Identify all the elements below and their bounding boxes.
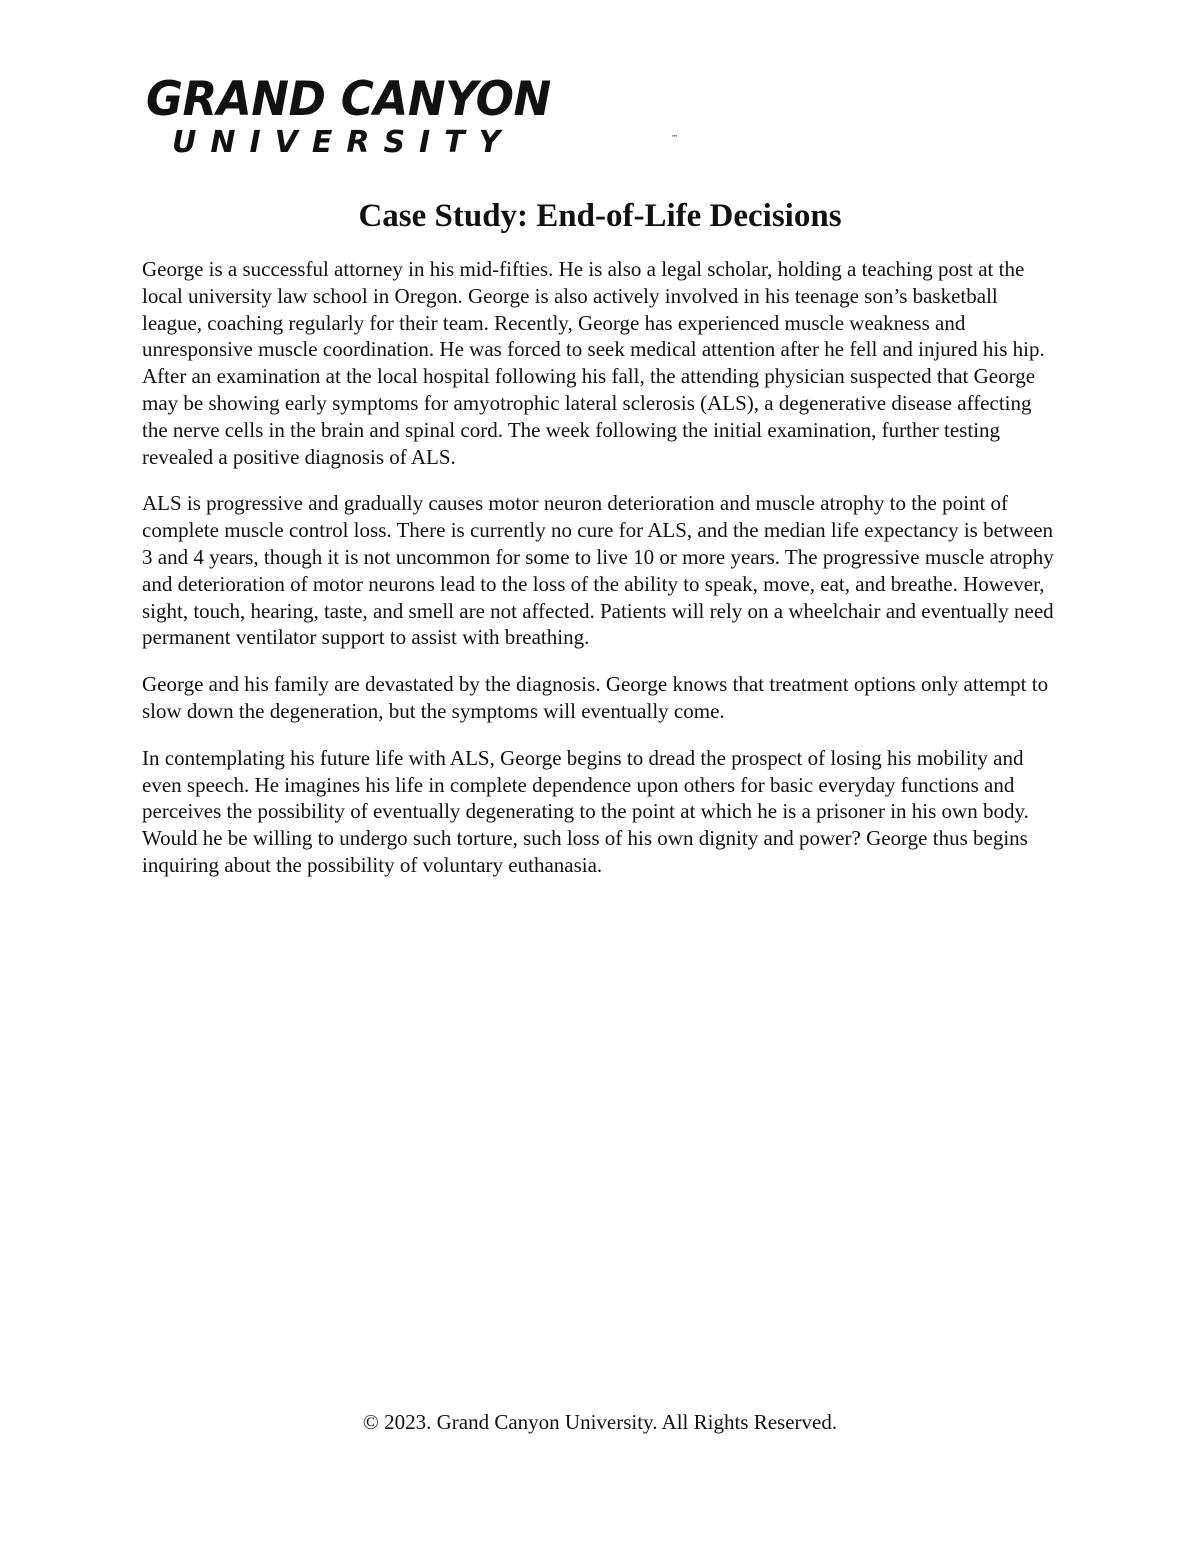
paragraph: George is a successful attorney in his mid-fifties. He is also a legal scholar, holding a teaching post at the local university law school in Oregon. George is also actively involved in his teenage son’s basketball league, coaching regularly for their team. Recently, George has experienced muscle weakness and unresponsive muscle coordination. He was forced to seek medical attention after he fell and injured his hip. After an examination at the local hospital following his fall, the attending physician suspected that George may be showing early symptoms for amyotrophic lateral sclerosis (ALS), a degenerative disease affecting the nerve cells in the brain and spinal cord. The week following the initial examination, further testing revealed a positive diagnosis of ALS. <box>142 257 1045 469</box>
document-title: Case Study: End-of-Life Decisions <box>358 198 842 234</box>
logo-wordmark-bottom: UNIVERSITY <box>172 125 515 160</box>
copyright-footer: © 2023. Grand Canyon University. All Rights Reserved. <box>362 1410 838 1434</box>
paragraph: George and his family are devastated by the diagnosis. George knows that treatment options only attempt to slow down the degeneration, but the symptoms will eventually come. <box>142 672 1049 723</box>
logo-wordmark-top: GRAND CANYON <box>146 72 551 127</box>
trademark-symbol: ™ <box>671 134 678 142</box>
document-body <box>142 256 1062 899</box>
paragraph: In contemplating his future life with ALS, George begins to dread the prospect of losing his mobility and even speech. He imagines his life in complete dependence upon others for basic everyday functions and perceives the possibility of eventually degenerating to the point at which he is a prisoner in his own body. Would he be willing to undergo such torture, such loss of his own dignity and power? George thus begins inquiring about the possibility of voluntary euthanasia. <box>142 745 1029 877</box>
paragraph: ALS is progressive and gradually causes motor neuron deterioration and muscle atrophy to the point of complete muscle control loss. There is currently no cure for ALS, and the median life expectancy is between 3 and 4 years, though it is not uncommon for some to live 10 or more years. The progressive muscle atrophy and deterioration of motor neurons lead to the loss of the ability to speak, move, eat, and breathe. However, sight, touch, hearing, taste, and smell are not affected. Patients will rely on a wheelchair and eventually need permanent ventilator support to assist with breathing. <box>142 491 1054 650</box>
university-logo <box>146 72 678 170</box>
